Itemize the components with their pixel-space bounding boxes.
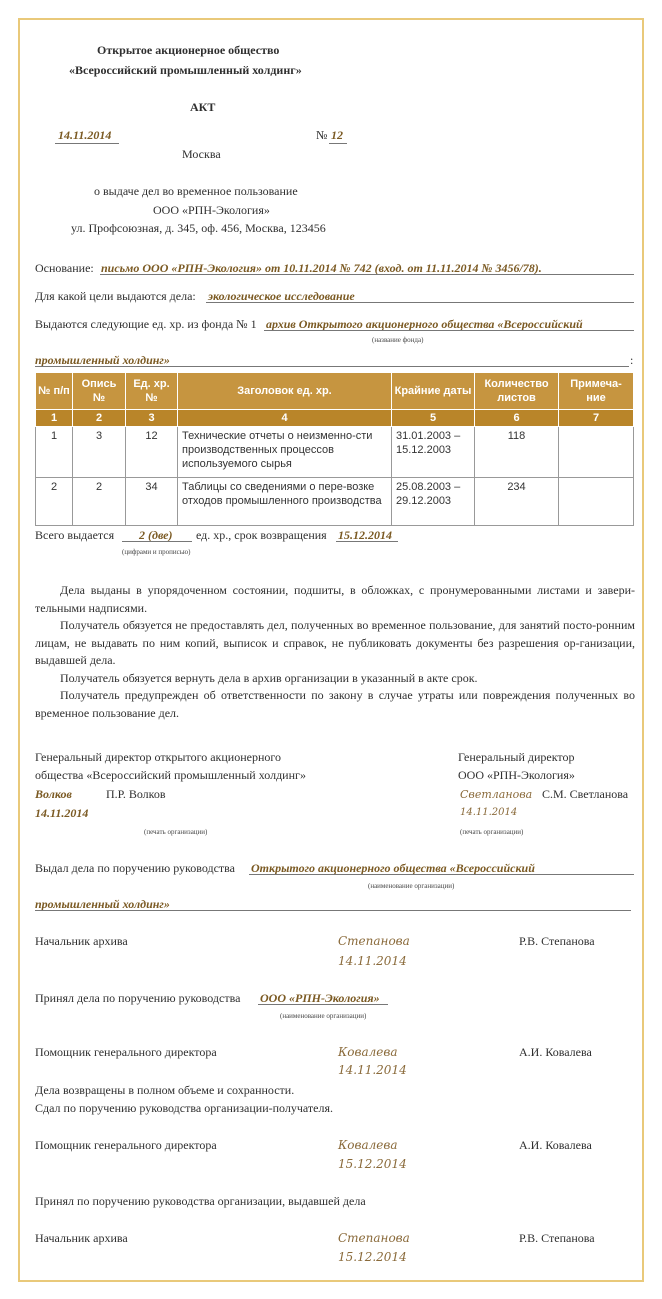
cell-note — [559, 478, 634, 526]
archive-head-date: 14.11.2014 — [338, 954, 407, 968]
total-label: Всего выдается — [35, 528, 115, 542]
paragraph: Получатель обязуется не предоставлять дел, полученных во временное пользование, для занятий посто-ронним лицам, не выдавать по ним копий, выписок и справок, не публиковать документы без разрешения ор-ганизации, выдавшей дела. — [35, 618, 635, 667]
col-number: 1 — [36, 410, 73, 427]
org-name-line2: «Всероссийский промышленный холдинг» — [69, 63, 302, 77]
act-date: 14.11.2014 — [58, 128, 112, 142]
cell-dates: 31.01.2003 – 15.12.2003 — [392, 427, 475, 478]
return-date-underline — [336, 541, 398, 542]
fund-value-line2: промышленный холдинг» — [35, 353, 170, 367]
paragraph: Получатель предупрежден об ответственности по закону в случае утраты или повреждения полученных во временное пользование дел. — [35, 688, 635, 720]
col-header-sheets: Количество листов — [475, 373, 559, 410]
assistant-signature: Ковалева — [338, 1138, 398, 1152]
table-row — [36, 427, 634, 478]
assistant-position: Помощник генерального директора — [35, 1138, 217, 1152]
fund-value-line1: архив Открытого акционерного общества «Всероссийский — [266, 317, 583, 331]
units-table — [35, 372, 634, 526]
purpose-label: Для какой цели выдаются дела: — [35, 289, 196, 303]
return-date: 15.12.2014 — [338, 528, 392, 542]
fund-end-mark: : — [630, 353, 634, 367]
col-number: 6 — [475, 410, 559, 427]
col-header-title: Заголовок ед. хр. — [178, 373, 392, 410]
doc-type-title: АКТ — [190, 100, 216, 114]
cell-title: Технические отчеты о неизменно-сти производственных процессов используемого сырья — [178, 427, 392, 478]
city: Москва — [182, 147, 221, 161]
paragraph: Получатель обязуется вернуть дела в архив организации в указанный в акте срок. — [60, 670, 478, 685]
cell-sheets: 118 — [475, 427, 559, 478]
final-accept-label: Принял по поручению руководства организации, выдавшей дела — [35, 1194, 366, 1208]
archive-head-date: 15.12.2014 — [338, 1250, 407, 1264]
left-position-line1: Генеральный директор открытого акционерного — [35, 750, 281, 764]
basis-label: Основание: — [35, 261, 94, 275]
right-position-line2: ООО «РПН-Экология» — [458, 768, 575, 782]
basis-underline — [100, 274, 634, 275]
archive-head-signature: Степанова — [338, 1231, 410, 1245]
left-stamp-hint: (печать организации) — [144, 828, 208, 836]
returned-line2: Сдал по поручению руководства организации-получателя. — [35, 1101, 333, 1115]
fund-underline-2 — [35, 366, 629, 367]
cell-unit: 12 — [126, 427, 178, 478]
table-header-row — [36, 373, 634, 410]
returned-line1: Дела возвращены в полном объеме и сохранности. — [35, 1083, 295, 1097]
right-signature: Светланова — [460, 788, 533, 801]
assistant-name: А.И. Ковалева — [519, 1138, 592, 1152]
col-header-num: № п/п — [36, 373, 73, 410]
table-row — [36, 478, 634, 526]
purpose-value: экологическое исследование — [208, 289, 355, 303]
col-header-unit: Ед. хр. № — [126, 373, 178, 410]
act-number: 12 — [331, 128, 343, 142]
cell-sheets: 234 — [475, 478, 559, 526]
cell-dates: 25.08.2003 – 29.12.2003 — [392, 478, 475, 526]
fund-label: Выдаются следующие ед. хр. из фонда № 1 — [35, 317, 257, 331]
assistant-date: 15.12.2014 — [338, 1157, 407, 1171]
cell-inventory: 2 — [73, 478, 126, 526]
total-underline — [122, 541, 192, 542]
act-number-underline — [329, 143, 347, 144]
col-number: 2 — [73, 410, 126, 427]
issued-underline-1 — [249, 874, 634, 875]
archive-head-name: Р.В. Степанова — [519, 934, 595, 948]
assistant-date: 14.11.2014 — [338, 1063, 407, 1077]
act-date-underline — [55, 143, 119, 144]
terms-text — [35, 582, 635, 722]
assistant-name: А.И. Ковалева — [519, 1045, 592, 1059]
right-position-line1: Генеральный директор — [458, 750, 575, 764]
cell-num: 1 — [36, 427, 73, 478]
paragraph: Дела выданы в упорядоченном состоянии, подшиты, в обложках, с пронумерованными листами и завери-тельными надписями. — [35, 583, 635, 615]
archive-head-name: Р.В. Степанова — [519, 1231, 595, 1245]
accepted-org: ООО «РПН-Экология» — [260, 991, 380, 1005]
col-number: 5 — [392, 410, 475, 427]
table-number-row — [36, 410, 634, 427]
left-signer-name: П.Р. Волков — [106, 787, 166, 801]
issued-hint: (наименование организации) — [368, 882, 455, 890]
org-name-line1: Открытое акционерное общество — [97, 43, 280, 57]
col-header-inventory: Опись № — [73, 373, 126, 410]
right-sign-date: 14.11.2014 — [460, 807, 518, 818]
total-mid-text: ед. хр., срок возвращения — [196, 528, 327, 542]
assistant-position: Помощник генерального директора — [35, 1045, 217, 1059]
col-number: 4 — [178, 410, 392, 427]
issued-org-line2: промышленный холдинг» — [35, 897, 170, 911]
subject-line1: о выдаче дел во временное пользование — [94, 184, 298, 198]
assistant-signature: Ковалева — [338, 1045, 398, 1059]
accepted-label: Принял дела по поручению руководства — [35, 991, 241, 1005]
issued-label: Выдал дела по поручению руководства — [35, 861, 236, 875]
accepted-hint: (наименование организации) — [280, 1012, 367, 1020]
subject-line3: ул. Профсоюзная, д. 345, оф. 456, Москва, 123456 — [71, 221, 326, 235]
right-signer-name: С.М. Светланова — [542, 787, 629, 801]
left-signature: Волков — [35, 787, 72, 801]
archive-head-position: Начальник архива — [35, 1231, 128, 1245]
col-header-dates: Крайние даты — [392, 373, 475, 410]
subject-line2: ООО «РПН-Экология» — [153, 203, 270, 217]
left-position-line2: общества «Всероссийский промышленный холдинг» — [35, 768, 306, 782]
cell-title: Таблицы со сведениями о пере-возке отходов промышленного производства — [178, 478, 392, 526]
accepted-underline — [258, 1004, 388, 1005]
fund-underline-1 — [264, 330, 634, 331]
cell-note — [559, 427, 634, 478]
issued-org-line1: Открытого акционерного общества «Всероссийский — [251, 861, 535, 875]
archive-head-signature: Степанова — [338, 934, 410, 948]
col-number: 3 — [126, 410, 178, 427]
issued-underline-2 — [35, 910, 631, 911]
total-value: 2 (две) — [139, 528, 173, 542]
archive-head-position: Начальник архива — [35, 934, 128, 948]
cell-num: 2 — [36, 478, 73, 526]
fund-hint: (название фонда) — [372, 336, 424, 344]
col-header-note: Примеча-ние — [559, 373, 634, 410]
cell-unit: 34 — [126, 478, 178, 526]
left-sign-date: 14.11.2014 — [35, 806, 89, 820]
right-stamp-hint: (печать организации) — [460, 828, 524, 836]
purpose-underline — [206, 302, 634, 303]
total-hint: (цифрами и прописью) — [122, 548, 191, 556]
basis-value: письмо ООО «РПН-Экология» от 10.11.2014 № 742 (вход. от 11.11.2014 № 3456/78). — [101, 261, 542, 275]
act-number-label: № — [316, 128, 328, 142]
cell-inventory: 3 — [73, 427, 126, 478]
col-number: 7 — [559, 410, 634, 427]
